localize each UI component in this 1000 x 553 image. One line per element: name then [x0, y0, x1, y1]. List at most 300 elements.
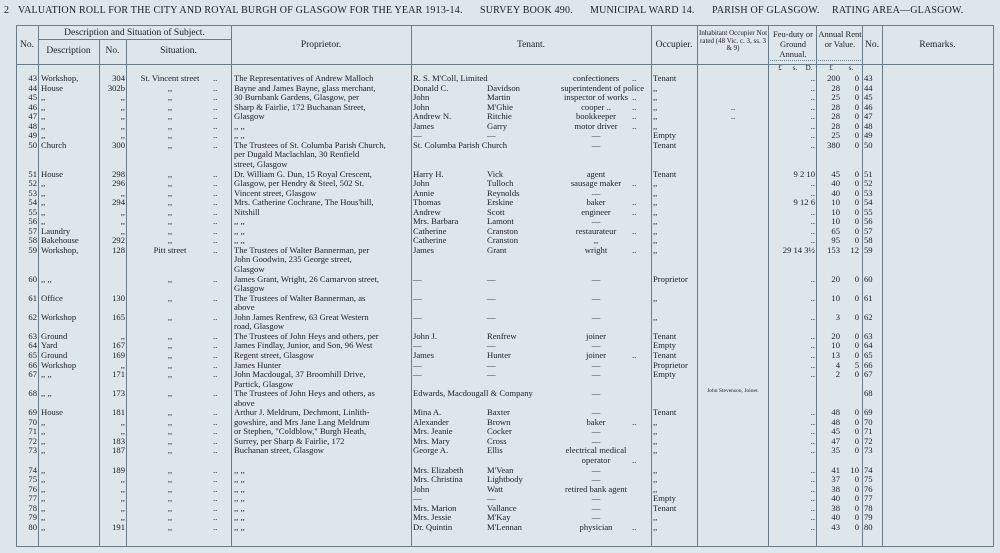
cell-feu: 9 12 6: [793, 197, 815, 208]
cell-rl: 65: [831, 225, 840, 236]
cell-occupier: ,,: [653, 225, 658, 236]
rent-unit-pounds: £: [829, 64, 833, 72]
cell-ts: M'Lennan: [487, 521, 522, 532]
cell-num: ,,: [120, 416, 125, 427]
cell-occ: —: [591, 512, 601, 523]
cell-no3: 55: [864, 206, 873, 217]
cell-no3: 51: [864, 168, 873, 179]
cell-feu: ..: [810, 187, 815, 198]
cell-tf: —: [413, 340, 422, 351]
cell-no: 64: [28, 340, 37, 351]
cell-rl: 48: [831, 407, 840, 418]
cell-tf: John: [413, 92, 430, 103]
cell-feu: ..: [810, 311, 815, 322]
cell-rs: 0: [854, 273, 859, 284]
table-row: [0, 197, 1000, 207]
cell-tf: Mrs. Elizabeth: [413, 464, 464, 475]
col-header-remarks: Remarks.: [919, 40, 956, 50]
cell-occ: —: [591, 464, 601, 475]
cell-rl: 41: [831, 464, 840, 475]
table-row: [0, 130, 1000, 140]
cell-rl: 47: [831, 435, 840, 446]
cell-desc: Church: [41, 139, 67, 150]
cell-occ: —: [591, 435, 601, 446]
cell-no: 66: [28, 359, 37, 370]
cell-no3: 63: [864, 330, 873, 341]
cell-rs: 0: [854, 340, 859, 351]
parish: PARISH OF GLASGOW.: [712, 5, 820, 16]
cell-num: 292: [112, 235, 125, 246]
cell-prop: above: [234, 302, 255, 313]
cell-sit: ,,: [167, 502, 173, 513]
cell-dots: ..: [213, 120, 218, 131]
cell-num: ,,: [120, 111, 125, 122]
cell-prop: ,, ,,: [234, 120, 245, 131]
cell-od: ..: [632, 101, 637, 112]
cell-prop: The Trustees of John Heys and others, per: [234, 330, 379, 341]
cell-dots: ..: [213, 139, 218, 150]
cell-rs: 0: [854, 416, 859, 427]
cell-rl: 380: [827, 139, 840, 150]
cell-desc: ,, ,,: [41, 273, 52, 284]
cell-occupier: Empty: [653, 369, 676, 380]
cell-ts: —: [487, 273, 496, 284]
cell-num: ,,: [120, 512, 125, 523]
cell-tf: Mrs. Jeanie: [413, 426, 453, 437]
cell-no3: 75: [864, 474, 873, 485]
cell-occ: —: [591, 187, 601, 198]
cell-ts: Garry: [487, 120, 508, 131]
cell-occupier: ,,: [653, 178, 658, 189]
cell-tf: Dr. Quintin: [413, 521, 453, 532]
cell-no: 60: [28, 273, 37, 284]
cell-feu: ..: [810, 178, 815, 189]
cell-rl: 200: [827, 73, 840, 83]
cell-tf: Andrew: [413, 206, 441, 217]
cell-dots: ..: [213, 101, 218, 112]
cell-no: 46: [28, 101, 37, 112]
cell-rl: 10: [831, 197, 840, 208]
cell-sit: ,,: [167, 407, 173, 418]
cell-num: ,,: [120, 502, 125, 513]
cell-num: 128: [112, 244, 125, 255]
cell-feu: ..: [810, 139, 815, 150]
cell-sit: ,,: [167, 273, 173, 284]
cell-desc: House: [41, 407, 63, 418]
cell-rs: 0: [854, 73, 859, 83]
cell-occ: —: [591, 292, 601, 303]
cell-rl: 28: [831, 82, 840, 93]
cell-occupier: ,,: [653, 445, 658, 456]
cell-dots: ..: [213, 311, 218, 322]
cell-rs: 0: [854, 483, 859, 494]
cell-ts: Tulloch: [487, 178, 514, 189]
cell-num: 171: [112, 369, 125, 380]
table-row: [0, 484, 1000, 494]
cell-rl: 13: [831, 349, 840, 360]
cell-rs: 0: [854, 120, 859, 131]
cell-sit: ,,: [167, 311, 173, 322]
cell-occupier: Tenant: [653, 73, 677, 83]
cell-num: 181: [112, 407, 125, 418]
col-header-proprietor: Proprietor.: [300, 40, 342, 50]
cell-occupier: ,,: [653, 292, 658, 303]
cell-rs: 10: [850, 464, 859, 475]
cell-od: ..: [632, 92, 637, 103]
cell-occ: —: [591, 474, 601, 485]
cell-tf: —: [413, 359, 422, 370]
cell-prop: James Findlay, Junior, and Son, 96 West: [234, 340, 373, 351]
feu-unit-shillings: s.: [792, 64, 798, 72]
cell-no: 58: [28, 235, 37, 246]
cell-dots: ..: [213, 474, 218, 485]
cell-prop: The Trustees of St. Columba Parish Church,: [234, 139, 386, 150]
cell-no3: 56: [864, 216, 873, 227]
cell-occ: joiner: [585, 349, 607, 360]
cell-ts: M'Vean: [487, 464, 514, 475]
cell-rl: 25: [831, 130, 840, 141]
cell-no3: 53: [864, 187, 873, 198]
cell-occupier: Empty: [653, 130, 676, 141]
cell-tf: Edwards, Macdougall & Company: [413, 388, 533, 399]
cell-sit: ,,: [167, 206, 173, 217]
cell-occupier: ,,: [653, 101, 658, 112]
cell-no: 74: [28, 464, 37, 475]
cell-dots: ..: [213, 464, 218, 475]
cell-feu: ..: [810, 82, 815, 93]
cell-feu: ..: [810, 330, 815, 341]
cell-rs: 12: [850, 244, 859, 255]
cell-no3: 69: [864, 407, 873, 418]
table-row: [0, 369, 1000, 379]
table-row: [0, 379, 1000, 389]
cell-sit: ,,: [167, 349, 173, 360]
table-row: [0, 302, 1000, 312]
cell-occ: —: [591, 340, 601, 351]
cell-od: ..: [632, 244, 637, 255]
cell-prop: per Dugald Maclachlan, 30 Renfield: [234, 149, 360, 160]
cell-ts: Brown: [487, 416, 511, 427]
table-row: [0, 169, 1000, 179]
cell-num: 300: [112, 139, 125, 150]
table-row: [0, 92, 1000, 102]
cell-no3: 64: [864, 340, 873, 351]
cell-prop: Surrey, per Sharp & Fairlie, 172: [234, 435, 345, 446]
table-row: [0, 445, 1000, 455]
table-row: [0, 111, 1000, 121]
cell-feu: ..: [810, 426, 815, 437]
cell-dots: ..: [213, 206, 218, 217]
cell-no3: 74: [864, 464, 873, 475]
cell-no3: 76: [864, 483, 873, 494]
cell-no3: 68: [864, 388, 873, 399]
cell-rl: 40: [831, 187, 840, 198]
cell-occ: —: [591, 273, 601, 284]
table-row: [0, 245, 1000, 255]
cell-num: ,,: [120, 474, 125, 485]
cell-no: 43: [28, 73, 37, 83]
cell-feu: ..: [810, 435, 815, 446]
cell-no3: 60: [864, 273, 873, 284]
cell-prop: ,, ,,: [234, 235, 245, 246]
table-row: [0, 340, 1000, 350]
cell-feu: ..: [810, 120, 815, 131]
cell-occ: joiner: [585, 330, 607, 341]
cell-no3: 65: [864, 349, 873, 360]
cell-sit: ,,: [167, 292, 173, 303]
cell-num: ,,: [120, 216, 125, 227]
cell-tf: —: [413, 273, 422, 284]
cell-no3: 72: [864, 435, 873, 446]
cell-num: ,,: [120, 493, 125, 504]
col-header-feu-duty: Feu-duty or Ground Annual.: [773, 29, 813, 59]
cell-prop: John Goodwin, 235 George street,: [234, 254, 352, 265]
cell-rl: 2: [835, 369, 840, 380]
cell-no: 61: [28, 292, 37, 303]
cell-dots: ..: [213, 349, 218, 360]
cell-feu: 29 14 3½: [782, 244, 815, 255]
cell-rl: 3: [835, 311, 840, 322]
cell-desc: House: [41, 168, 63, 179]
cell-prop: Vincent street, Glasgow: [234, 187, 317, 198]
cell-tf: —: [413, 311, 422, 322]
cell-sit: ,,: [167, 416, 173, 427]
cell-rl: 45: [831, 168, 840, 179]
cell-od: ..: [632, 521, 637, 532]
cell-od: ..: [632, 120, 637, 131]
table-row: [0, 235, 1000, 245]
cell-tf: —: [413, 493, 422, 504]
cell-desc: ,,: [41, 521, 46, 532]
cell-sit: ,,: [167, 435, 173, 446]
cell-sit: ,,: [167, 426, 173, 437]
cell-sit: ,,: [167, 111, 173, 122]
cell-prop: The Trustees of John Heys and others, as: [234, 388, 375, 399]
cell-num: 167: [112, 340, 125, 351]
cell-desc: Workshop: [41, 311, 77, 322]
cell-no: 69: [28, 407, 37, 418]
cell-no: 57: [28, 225, 37, 236]
cell-rs: 5: [854, 359, 859, 370]
cell-no: 59: [28, 244, 37, 255]
cell-num: 169: [112, 349, 125, 360]
cell-dots: ..: [213, 225, 218, 236]
table-row: [0, 254, 1000, 264]
cell-prop: James Grant, Wright, 26 Carnarvon street,: [234, 273, 380, 284]
table-row: [0, 455, 1000, 465]
cell-prop: Glasgow, per Hendry & Steel, 502 St.: [234, 178, 365, 189]
cell-rl: 28: [831, 111, 840, 122]
cell-num: ,,: [120, 426, 125, 437]
cell-tf: James: [413, 244, 435, 255]
cell-no: 49: [28, 130, 37, 141]
cell-od: ..: [632, 416, 637, 427]
cell-no3: 46: [864, 101, 873, 112]
table-row: [0, 493, 1000, 503]
cell-ts: Cranston: [487, 235, 519, 246]
cell-ts: Martin: [487, 92, 511, 103]
cell-sit: ,,: [167, 187, 173, 198]
cell-num: ,,: [120, 120, 125, 131]
cell-rs: 0: [854, 130, 859, 141]
cell-sit: ,,: [167, 464, 173, 475]
cell-sit: ,,: [167, 120, 173, 131]
cell-prop: street, Glasgow: [234, 158, 288, 169]
cell-rs: 0: [854, 407, 859, 418]
rating-area: RATING AREA—GLASGOW.: [832, 5, 964, 16]
cell-occ: baker: [586, 197, 606, 208]
cell-desc: Office: [41, 292, 63, 303]
cell-sit: ,,: [167, 445, 173, 456]
cell-rs: 0: [854, 435, 859, 446]
cell-desc: ,,: [41, 130, 46, 141]
cell-tf: Alexander: [413, 416, 449, 427]
cell-feu: ..: [810, 502, 815, 513]
cell-tf: Annie: [413, 187, 435, 198]
cell-feu: ..: [810, 235, 815, 246]
cell-rs: 0: [854, 197, 859, 208]
cell-desc: ,,: [41, 502, 46, 513]
cell-desc: ,,: [41, 445, 46, 456]
cell-no3: 50: [864, 139, 873, 150]
cell-rl: 37: [831, 474, 840, 485]
cell-num: 298: [112, 168, 125, 179]
cell-occupier: ,,: [653, 187, 658, 198]
cell-sit: ,,: [167, 388, 173, 399]
cell-prop: or Stephen, "Coldblow," Burgh Heath,: [234, 426, 367, 437]
cell-rs: 0: [854, 292, 859, 303]
cell-no: 65: [28, 349, 37, 360]
cell-prop: Glasgow: [234, 111, 265, 122]
table-row: [0, 398, 1000, 408]
cell-occ: motor driver: [574, 120, 618, 131]
cell-feu: ..: [810, 273, 815, 284]
cell-rl: 4: [835, 359, 840, 370]
cell-desc: ,, ,,: [41, 388, 52, 399]
cell-sit: ,,: [167, 216, 173, 227]
cell-desc: Yard: [41, 340, 58, 351]
cell-prop: Bayne and James Bayne, glass merchant,: [234, 82, 376, 93]
cell-no: 80: [28, 521, 37, 532]
cell-desc: Ground: [41, 330, 68, 341]
cell-occ: cooper ..: [581, 101, 611, 112]
cell-desc: Ground: [41, 349, 68, 360]
cell-occ: —: [591, 216, 601, 227]
cell-sit: ,,: [167, 92, 173, 103]
cell-occ: —: [591, 426, 601, 437]
cell-rl: 35: [831, 445, 840, 456]
table-row: [0, 465, 1000, 475]
cell-rs: 0: [854, 426, 859, 437]
cell-no: 51: [28, 168, 37, 179]
cell-occ: superintendent of police: [561, 82, 645, 93]
cell-feu: ..: [810, 101, 815, 112]
cell-occupier: Proprietor: [653, 359, 688, 370]
cell-tf: Mrs. Marion: [413, 502, 457, 513]
cell-no3: 45: [864, 92, 873, 103]
cell-prop: ,, ,,: [234, 483, 245, 494]
cell-no3: 77: [864, 493, 873, 504]
cell-num: ,,: [120, 359, 125, 370]
cell-no: 55: [28, 206, 37, 217]
col-header-description-group: Description and Situation of Subject.: [64, 28, 205, 38]
cell-occ: —: [591, 139, 601, 150]
cell-dots: ..: [213, 292, 218, 303]
cell-sit: ,,: [167, 474, 173, 485]
cell-rs: 0: [854, 369, 859, 380]
cell-occ: baker: [586, 416, 606, 427]
cell-desc: ,,: [41, 216, 46, 227]
cell-no: 50: [28, 139, 37, 150]
cell-no: 54: [28, 197, 37, 208]
cell-occupier: Empty: [653, 493, 676, 504]
cell-rl: 28: [831, 101, 840, 112]
cell-rs: 0: [854, 311, 859, 322]
cell-rs: 0: [854, 225, 859, 236]
table-row: [0, 312, 1000, 322]
cell-num: 165: [112, 311, 125, 322]
cell-num: ,,: [120, 187, 125, 198]
cell-no: 72: [28, 435, 37, 446]
cell-od: ..: [632, 349, 637, 360]
cell-tf: John J.: [413, 330, 437, 341]
cell-dots: ..: [213, 493, 218, 504]
cell-no: 53: [28, 187, 37, 198]
cell-num: ,,: [120, 101, 125, 112]
cell-occ: ,,: [593, 235, 599, 246]
cell-occupier: ,,: [653, 483, 658, 494]
cell-no3: 67: [864, 369, 873, 380]
table-row: [0, 121, 1000, 131]
cell-occ: —: [591, 502, 601, 513]
cell-desc: ,,: [41, 92, 46, 103]
cell-num: 183: [112, 435, 125, 446]
cell-rs: 0: [854, 445, 859, 456]
cell-occ: restaurateur: [575, 225, 617, 236]
cell-prop: above: [234, 397, 255, 408]
cell-no3: 49: [864, 130, 873, 141]
cell-occ: —: [591, 130, 601, 141]
cell-prop: ,, ,,: [234, 225, 245, 236]
cell-desc: ,,: [41, 474, 46, 485]
cell-rl: 95: [831, 235, 840, 246]
cell-rl: 153: [827, 244, 840, 255]
cell-num: 189: [112, 464, 125, 475]
cell-prop: James Hunter: [234, 359, 282, 370]
cell-dots: ..: [213, 502, 218, 513]
cell-od: ..: [632, 178, 637, 189]
cell-rl: 45: [831, 426, 840, 437]
cell-tf: Donald C.: [413, 82, 449, 93]
cell-no: 71: [28, 426, 37, 437]
cell-occ: —: [591, 493, 601, 504]
table-row: [0, 178, 1000, 188]
cell-sit: ,,: [167, 359, 173, 370]
cell-sit: St. Vincent street: [140, 73, 200, 83]
cell-feu: ..: [810, 292, 815, 303]
cell-occ: bookkeeper: [575, 111, 617, 122]
cell-ts: —: [487, 359, 496, 370]
cell-no3: 79: [864, 512, 873, 523]
cell-ts: Grant: [487, 244, 507, 255]
cell-tf: R. S. M'Coll, Limited: [413, 73, 488, 83]
cell-ts: Vallance: [487, 502, 517, 513]
cell-tf: Mrs. Mary: [413, 435, 450, 446]
cell-rs: 0: [854, 111, 859, 122]
cell-ts: Davidson: [487, 82, 520, 93]
feu-unit-pounds: £: [778, 64, 782, 72]
cell-sit: Pitt street: [153, 244, 187, 255]
